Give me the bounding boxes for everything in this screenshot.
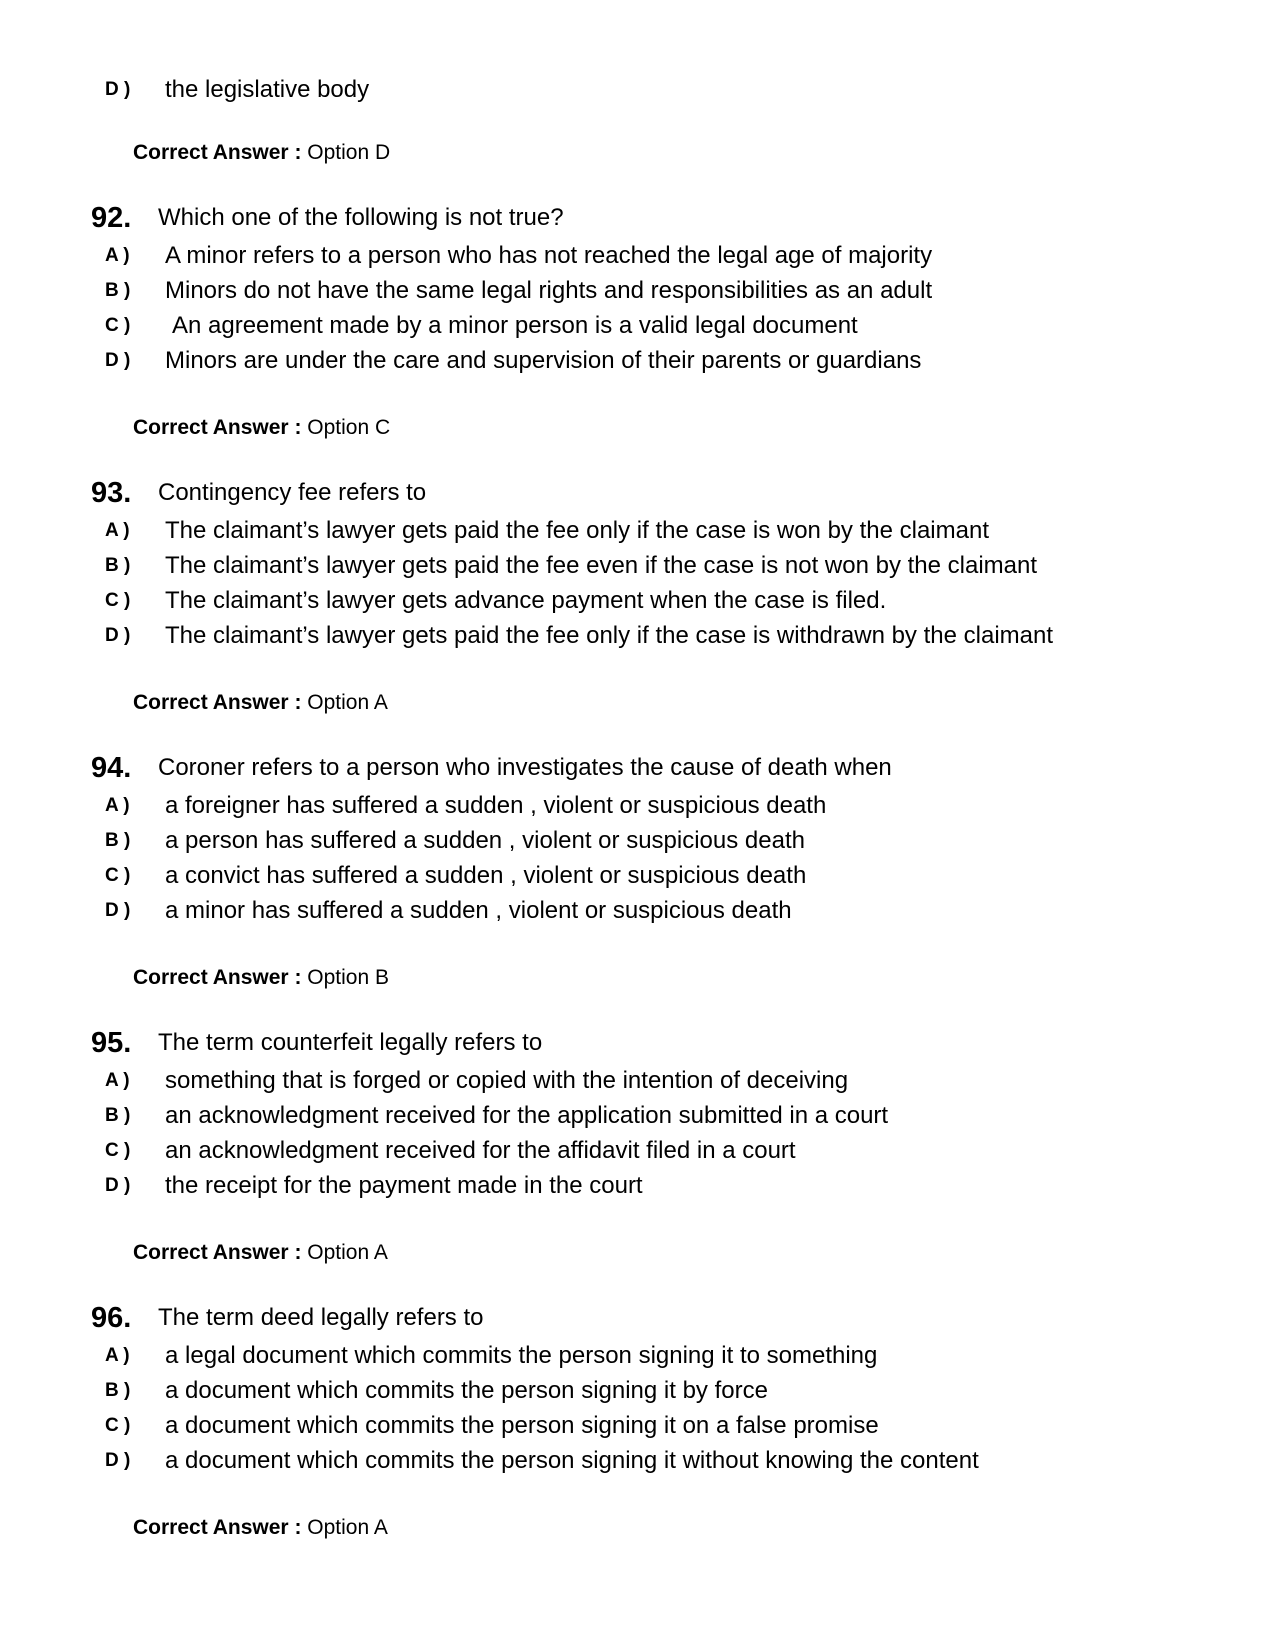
question-number: 95. bbox=[91, 1027, 132, 1059]
option-text: a minor has suffered a sudden , violent or suspicious death bbox=[165, 897, 792, 924]
correct-answer-label: Correct Answer : bbox=[133, 691, 302, 714]
correct-answer-value: Option A bbox=[307, 1516, 388, 1539]
option-letter: A ) bbox=[105, 1070, 130, 1091]
option-letter: C ) bbox=[105, 865, 131, 886]
option-letter: B ) bbox=[105, 555, 131, 576]
option-letter: A ) bbox=[105, 520, 130, 541]
correct-answer-label: Correct Answer : bbox=[133, 966, 302, 989]
option-text: a document which commits the person signing it by force bbox=[165, 1377, 768, 1404]
question-number: 93. bbox=[91, 477, 132, 509]
question-text: The term counterfeit legally refers to bbox=[158, 1029, 543, 1056]
option-text: the legislative body bbox=[165, 76, 370, 103]
correct-answer-value: Option A bbox=[307, 691, 388, 714]
option-text: a foreigner has suffered a sudden , violent or suspicious death bbox=[165, 792, 827, 819]
option-letter: C ) bbox=[105, 590, 131, 611]
option-text: The claimant’s lawyer gets paid the fee even if the case is not won by the claimant bbox=[165, 552, 1038, 579]
correct-answer bbox=[133, 963, 389, 993]
correct-answer-label: Correct Answer : bbox=[133, 416, 302, 439]
option-text: a convict has suffered a sudden , violent or suspicious death bbox=[165, 862, 807, 889]
correct-answer bbox=[133, 138, 390, 168]
option-letter: D ) bbox=[105, 625, 131, 646]
option-text: a legal document which commits the person signing it to something bbox=[165, 1342, 878, 1369]
option-text: The claimant’s lawyer gets advance payment when the case is filed. bbox=[165, 587, 887, 614]
correct-answer-value: Option D bbox=[307, 141, 391, 164]
correct-answer bbox=[133, 413, 390, 443]
correct-answer-value: Option B bbox=[307, 966, 389, 989]
option-letter: D ) bbox=[105, 900, 131, 921]
option-text: The claimant’s lawyer gets paid the fee only if the case is won by the claimant bbox=[165, 517, 989, 544]
question-text: Which one of the following is not true? bbox=[158, 204, 564, 231]
option-letter: D ) bbox=[105, 1175, 131, 1196]
correct-answer bbox=[133, 1513, 388, 1543]
correct-answer-label: Correct Answer : bbox=[133, 1241, 302, 1264]
option-text: an acknowledgment received for the application submitted in a court bbox=[165, 1102, 889, 1129]
correct-answer-value: Option C bbox=[307, 416, 391, 439]
option-letter: B ) bbox=[105, 1105, 131, 1126]
option-text: something that is forged or copied with the intention of deceiving bbox=[165, 1067, 849, 1094]
option-text: a person has suffered a sudden , violent or suspicious death bbox=[165, 827, 805, 854]
option-letter: D ) bbox=[105, 79, 131, 100]
question-text: Contingency fee refers to bbox=[158, 479, 427, 506]
question-text: Coroner refers to a person who investigates the cause of death when bbox=[158, 754, 892, 781]
correct-answer-label: Correct Answer : bbox=[133, 1516, 302, 1539]
correct-answer-value: Option A bbox=[307, 1241, 388, 1264]
option-letter: B ) bbox=[105, 830, 131, 851]
option-letter: A ) bbox=[105, 1345, 130, 1366]
option-text: an acknowledgment received for the affidavit filed in a court bbox=[165, 1137, 796, 1164]
option-letter: A ) bbox=[105, 245, 130, 266]
option-text: Minors do not have the same legal rights and responsibilities as an adult bbox=[165, 277, 933, 304]
correct-answer-label: Correct Answer : bbox=[133, 141, 302, 164]
option-letter: A ) bbox=[105, 795, 130, 816]
question-number: 94. bbox=[91, 752, 132, 784]
option-text: Minors are under the care and supervision of their parents or guardians bbox=[165, 347, 922, 374]
option-text: a document which commits the person signing it on a false promise bbox=[165, 1412, 879, 1439]
correct-answer bbox=[133, 688, 388, 718]
question-number: 92. bbox=[91, 202, 132, 234]
option-letter: C ) bbox=[105, 315, 131, 336]
option-text: The claimant’s lawyer gets paid the fee only if the case is withdrawn by the claimant bbox=[165, 622, 1053, 649]
option-letter: C ) bbox=[105, 1415, 131, 1436]
option-text: An agreement made by a minor person is a valid legal document bbox=[172, 312, 858, 339]
correct-answer bbox=[133, 1238, 388, 1268]
option-letter: B ) bbox=[105, 280, 131, 301]
option-letter: C ) bbox=[105, 1140, 131, 1161]
question-number: 96. bbox=[91, 1302, 132, 1334]
option-text: A minor refers to a person who has not reached the legal age of majority bbox=[165, 242, 933, 269]
question-text: The term deed legally refers to bbox=[158, 1304, 484, 1331]
option-letter: B ) bbox=[105, 1380, 131, 1401]
option-text: the receipt for the payment made in the court bbox=[165, 1172, 643, 1199]
option-letter: D ) bbox=[105, 1450, 131, 1471]
option-letter: D ) bbox=[105, 350, 131, 371]
option-text: a document which commits the person signing it without knowing the content bbox=[165, 1447, 979, 1474]
